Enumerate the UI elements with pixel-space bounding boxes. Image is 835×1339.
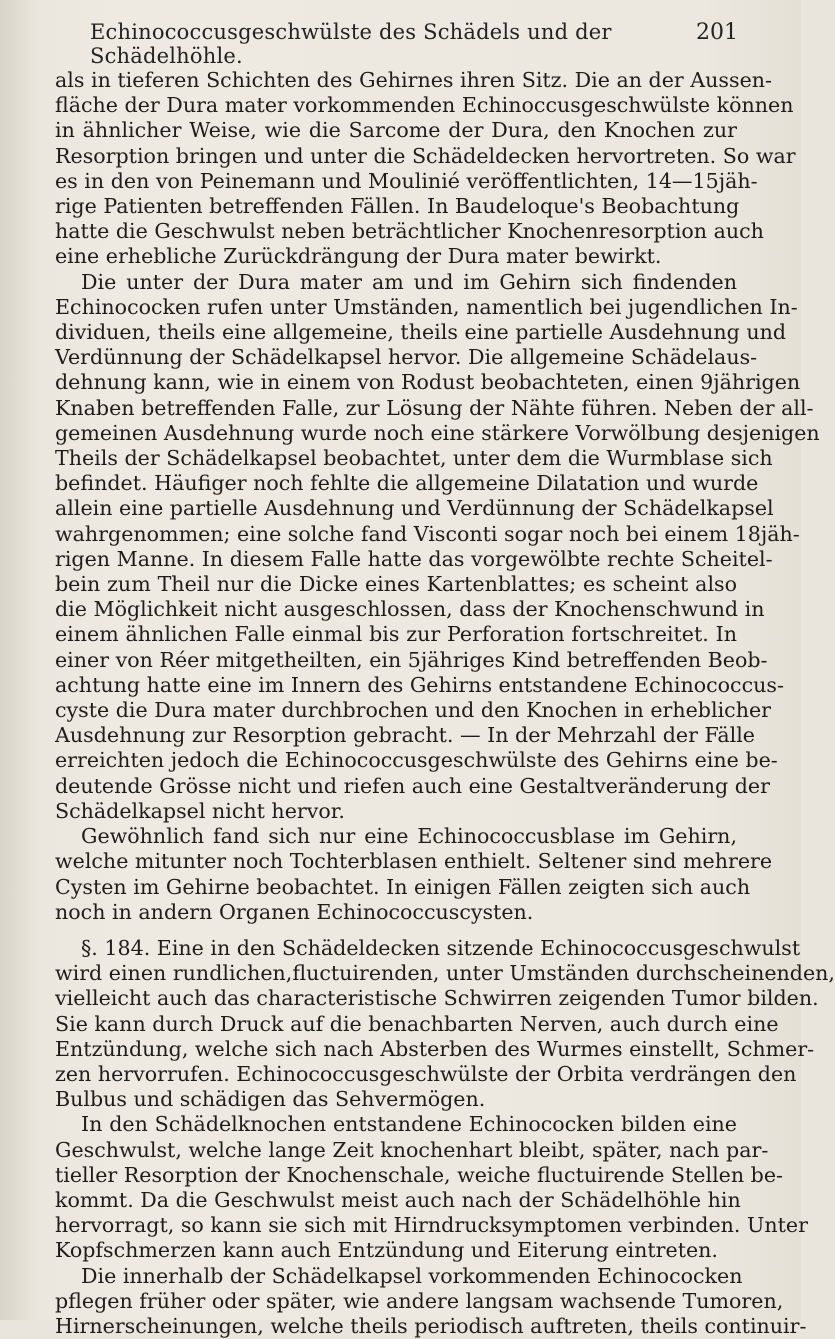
text-line: einer von Réer mitgetheilten, ein 5jähriges Kind betreffenden Beob-: [55, 647, 768, 672]
text-line: Gewöhnlich fand sich nur eine Echinococcusblase im Gehirn,: [81, 824, 737, 849]
text-line: gemeinen Ausdehnung wurde noch eine stärkere Vorwölbung desjenigen: [55, 420, 820, 445]
paragraph: [55, 935, 835, 1112]
text-line: in ähnlicher Weise, wie die Sarcome der Dura, den Knochen zur: [55, 118, 737, 143]
paragraph: [55, 1112, 808, 1263]
text-line: Resorption bringen und unter die Schädeldecken hervortreten. So war: [55, 143, 796, 168]
text-line: welche mitunter noch Tochterblasen enthielt. Seltener sind mehrere: [55, 849, 773, 874]
text-line: Verdünnung der Schädelkapsel hervor. Die allgemeine Schädelaus-: [55, 345, 758, 370]
text-line: kommt. Da die Geschwulst meist auch nach der Schädelhöhle hin: [55, 1187, 741, 1212]
text-line: Schädelkapsel nicht hervor.: [55, 798, 345, 823]
text-line: Cysten im Gehirne beobachtet. In einigen Fällen zeigten sich auch: [55, 874, 751, 899]
text-line: Knaben betreffenden Falle, zur Lösung der Nähte führen. Neben der all-: [55, 395, 814, 420]
text-line: Sie kann durch Druck auf die benachbarten Nerven, auch durch eine: [55, 1011, 779, 1036]
text-line: cyste die Dura mater durchbrochen und den Knochen in erheblicher: [55, 698, 771, 723]
page-header: [90, 14, 738, 68]
page-number: 201: [696, 20, 738, 45]
text-line: wahrgenommen; eine solche fand Visconti sogar noch bei einem 18jäh-: [55, 521, 800, 546]
text-line: Geschwulst, welche lange Zeit knochenhart bleibt, später, nach par-: [55, 1137, 769, 1162]
text-line: Theils der Schädelkapsel beobachtet, unter dem die Wurmblase sich: [55, 446, 773, 471]
text-line: deutende Grösse nicht und riefen auch eine Gestaltveränderung der: [55, 773, 770, 798]
text-line: In den Schädelknochen entstandene Echinococken bilden eine: [81, 1112, 737, 1137]
text-line: Echinococken rufen unter Umständen, namentlich bei jugendlichen In-: [55, 294, 798, 319]
text-line: dehnung kann, wie in einem von Rodust beobachteten, einen 9jährigen: [55, 370, 801, 395]
text-line: die Möglichkeit nicht ausgeschlossen, dass der Knochenschwund in: [55, 597, 765, 622]
text-line: achtung hatte eine im Innern des Gehirns entstandene Echinococcus-: [55, 672, 784, 697]
section-gap: [55, 925, 737, 936]
text-line: Die innerhalb der Schädelkapsel vorkommenden Echinococken: [81, 1263, 743, 1288]
text-line: rigen Manne. In diesem Falle hatte das vorgewölbte rechte Scheitel-: [55, 546, 773, 571]
text-line: allein eine partielle Ausdehnung und Verdünnung der Schädelkapsel: [55, 496, 774, 521]
text-line: Kopfschmerzen kann auch Entzündung und Eiterung eintreten.: [55, 1238, 718, 1263]
text-line: dividuen, theils eine allgemeine, theils eine partielle Ausdehnung und: [55, 320, 787, 345]
text-line: bein zum Theil nur die Dicke eines Kartenblattes; es scheint also: [55, 572, 737, 597]
text-line: tieller Resorption der Knochenschale, weiche fluctuirende Stellen be-: [55, 1162, 783, 1187]
text-line: Hirnerscheinungen, welche theils periodisch auftreten, theils continuir-: [55, 1313, 807, 1338]
paragraph: [55, 824, 773, 925]
text-line: noch in andern Organen Echinococcuscysten.: [55, 899, 534, 924]
text-line: rige Patienten betreffenden Fällen. In Baudeloque's Beobachtung: [55, 194, 740, 219]
text-line: einem ähnlichen Falle einmal bis zur Perforation fortschreitet. In: [55, 622, 737, 647]
text-line: zen hervorrufen. Echinococcusgeschwülste der Orbita verdrängen den: [55, 1061, 797, 1086]
text-line: Bulbus und schädigen das Sehvermögen.: [55, 1087, 486, 1112]
text-line: Die unter der Dura mater am und im Gehirn sich findenden: [81, 269, 737, 294]
running-head: Echinococcusgeschwülste des Schädels und der Schädelhöhle.: [90, 20, 612, 68]
body-text: [55, 68, 835, 1339]
text-line: als in tieferen Schichten des Gehirnes ihren Sitz. Die an der Aussen-: [55, 68, 772, 92]
text-line: es in den von Peinemann und Moulinié veröffentlichten, 14—15jäh-: [55, 168, 758, 193]
text-line: hatte die Geschwulst neben beträchtlicher Knochenresorption auch: [55, 219, 764, 244]
text-line: vielleicht auch das characteristische Schwirren zeigenden Tumor bilden.: [55, 986, 819, 1011]
text-line: Ausdehnung zur Resorption gebracht. — In der Mehrzahl der Fälle: [55, 723, 755, 748]
text-line: wird einen rundlichen,fluctuirenden, unter Umständen durchscheinenden,: [55, 961, 835, 986]
paragraph: [55, 269, 820, 824]
text-line: fläche der Dura mater vorkommenden Echinoccusgeschwülste können: [55, 93, 794, 118]
text-line: befindet. Häufiger noch fehlte die allgemeine Dilatation und wurde: [55, 471, 759, 496]
text-line: pflegen früher oder später, wie andere langsam wachsende Tumoren,: [55, 1288, 784, 1313]
text-line: Entzündung, welche sich nach Absterben des Wurmes einstellt, Schmer-: [55, 1036, 815, 1061]
paragraph: [55, 68, 796, 270]
paragraph: [55, 1263, 807, 1339]
text-line: §. 184. Eine in den Schädeldecken sitzende Echinococcusgeschwulst: [81, 935, 801, 960]
text-line: eine erhebliche Zurückdrängung der Dura mater bewirkt.: [55, 244, 662, 269]
text-line: erreichten jedoch die Echinococcusgeschwülste des Gehirns eine be-: [55, 748, 778, 773]
text-line: hervorragt, so kann sie sich mit Hirndrucksymptomen verbinden. Unter: [55, 1213, 808, 1238]
